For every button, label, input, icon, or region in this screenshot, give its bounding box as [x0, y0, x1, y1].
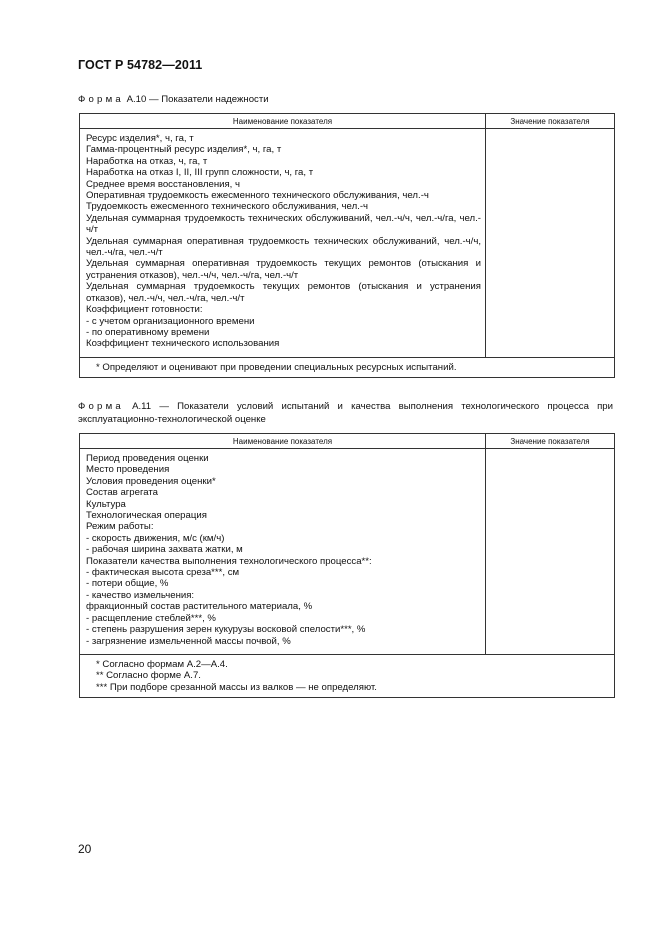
footnote: *** При подборе срезанной массы из валков — не определяют. [96, 681, 377, 693]
form-a10-body-row [80, 129, 615, 358]
form-a11-footnote-row [80, 655, 615, 698]
form-a10-col-value: Значение показателя [486, 114, 615, 129]
list-item: Удельная суммарная оперативная трудоемкость текущих ремонтов (отыскания и устранения отказов), чел.-ч/ч, чел.-ч/га, чел.-ч/т [86, 258, 481, 281]
list-item: Гамма-процентный ресурс изделия*, ч, га, т [86, 144, 282, 156]
form-a10-caption [78, 94, 613, 107]
form-a10-header-row [80, 114, 615, 129]
form-a10-footnote-row [80, 358, 615, 378]
list-item: Режим работы: [86, 521, 154, 533]
list-item: Условия проведения оценки* [86, 475, 216, 487]
list-item: - степень разрушения зерен кукурузы восковой спелости***, % [86, 624, 366, 636]
list-item: Коэффициент технического использования [86, 338, 280, 350]
form-a11-indicator-list [80, 449, 486, 655]
list-item: Технологическая операция [86, 510, 207, 522]
list-item: Трудоемкость ежесменного технического обслуживания, чел.-ч [86, 201, 369, 213]
form-a10-caption-text: А.10 — Показатели надежности [123, 94, 269, 105]
footnote: * Определяют и оценивают при проведении специальных ресурсных испытаний. [96, 362, 457, 373]
footnote: ** Согласно форме А.7. [96, 670, 201, 682]
form-a11-col-value: Значение показателя [486, 434, 615, 449]
form-a11-caption-prefix: Форма [78, 401, 124, 412]
form-a11-col-name: Наименование показателя [80, 434, 486, 449]
form-a10-indicator-list [80, 129, 486, 358]
list-item: - расщепление стеблей***, % [86, 612, 216, 624]
standard-header: ГОСТ Р 54782—2011 [78, 58, 203, 72]
list-item: - качество измельчения: [86, 589, 195, 601]
footnote: * Согласно формам А.2—А.4. [96, 659, 228, 670]
list-item: - скорость движения, м/с (км/ч) [86, 532, 225, 544]
list-item: Наработка на отказ I, II, III групп сложности, ч, га, т [86, 167, 314, 179]
form-a11-table [79, 433, 615, 698]
form-a11-caption [78, 401, 613, 426]
list-item: - потери общие, % [86, 578, 169, 590]
list-item: Удельная суммарная трудоемкость текущих ремонтов (отыскания и устранения отказов), чел.-ч/ч, чел.-ч/га, чел.-ч/т [86, 281, 481, 304]
list-item: Среднее время восстановления, ч [86, 178, 241, 190]
list-item: Удельная суммарная трудоемкость технических обслуживаний, чел.-ч/ч, чел.-ч/га, чел.-ч/т [86, 212, 481, 236]
list-item: - по оперативному времени [86, 326, 210, 338]
list-item: - фактическая высота среза***, см [86, 567, 240, 579]
form-a11-caption-text: А.11 — Показатели условий испытаний и качества выполнения технологического процесса при эксплуатационно-технологической оценке [78, 401, 613, 425]
list-item: Состав агрегата [86, 487, 158, 499]
form-a11-header-row [80, 434, 615, 449]
list-item: Оперативная трудоемкость ежесменного технического обслуживания, чел.-ч [86, 190, 429, 202]
form-a11-value-cell [486, 449, 615, 655]
page-number: 20 [78, 842, 92, 856]
list-item: - загрязнение измельченной массы почвой, % [86, 635, 291, 647]
list-item: фракционный состав растительного материала, % [86, 601, 313, 613]
form-a11-body-row [80, 449, 615, 655]
list-item: Период проведения оценки [86, 453, 209, 464]
form-a10-col-name: Наименование показателя [80, 114, 486, 129]
list-item: Коэффициент готовности: [86, 304, 203, 316]
form-a10-table [79, 113, 615, 378]
list-item: Культура [86, 498, 126, 510]
list-item: - с учетом организационного времени [86, 315, 255, 327]
form-a10-value-cell [486, 129, 615, 358]
list-item: Удельная суммарная оперативная трудоемкость технических обслуживаний, чел.-ч/ч, чел.-ч/га, чел.-ч/т [86, 235, 481, 259]
list-item: Ресурс изделия*, ч, га, т [86, 133, 194, 144]
list-item: - рабочая ширина захвата жатки, м [86, 544, 243, 556]
list-item: Наработка на отказ, ч, га, т [86, 155, 208, 167]
list-item: Показатели качества выполнения технологического процесса**: [86, 555, 372, 567]
list-item: Место проведения [86, 464, 170, 476]
form-a10-caption-prefix: Форма [78, 94, 124, 105]
form-a10-footnote [80, 358, 615, 378]
form-a11-footnotes [80, 655, 615, 698]
